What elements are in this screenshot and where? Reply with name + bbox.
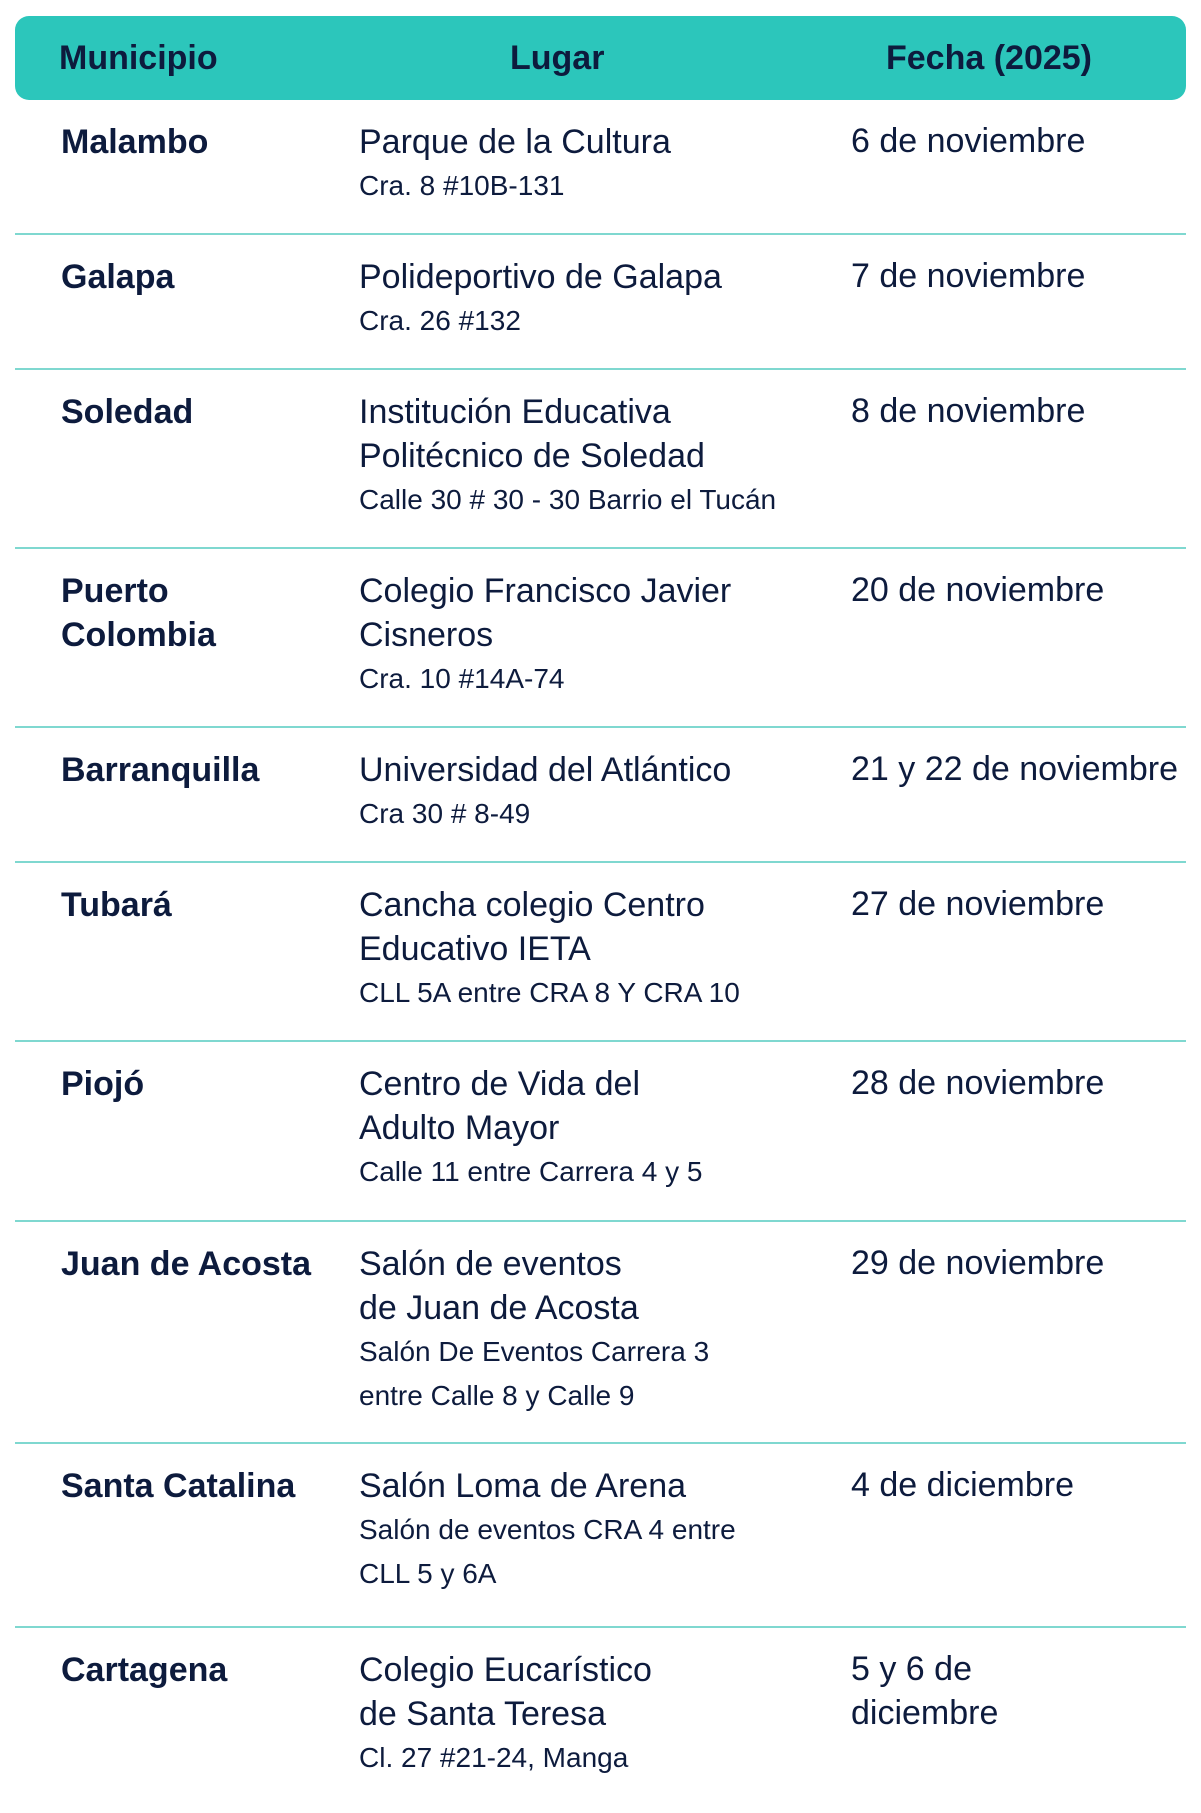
table-row bbox=[15, 1042, 1186, 1222]
place-address: Cl. 27 #21-24, Manga bbox=[359, 1742, 629, 1773]
place-address: Cra 30 # 8-49 bbox=[359, 798, 531, 829]
table-row bbox=[15, 370, 1186, 549]
table-row bbox=[15, 235, 1186, 370]
municipio-cell: Puerto Colombia bbox=[61, 572, 216, 654]
schedule-table bbox=[15, 16, 1186, 1813]
table-row bbox=[15, 728, 1186, 863]
place-name: Centro de Vida del Adulto Mayor bbox=[359, 1065, 641, 1147]
fecha-cell: 4 de diciembre bbox=[851, 1466, 1075, 1504]
place-address: Salón De Eventos Carrera 3 entre Calle 8 y Calle 9 bbox=[359, 1336, 710, 1411]
lugar-cell bbox=[359, 1648, 819, 1780]
lugar-cell bbox=[359, 748, 819, 836]
place-address: Cra. 8 #10B-131 bbox=[359, 170, 565, 201]
table-row bbox=[15, 863, 1186, 1042]
place-name: Colegio Francisco Javier Cisneros bbox=[359, 572, 732, 654]
municipio-cell: Santa Catalina bbox=[61, 1467, 296, 1505]
fecha-cell: 6 de noviembre bbox=[851, 122, 1086, 160]
municipio-cell: Cartagena bbox=[61, 1651, 228, 1689]
place-address: Salón de eventos CRA 4 entre CLL 5 y 6A bbox=[359, 1514, 736, 1589]
municipio-cell: Tubará bbox=[61, 886, 172, 924]
header-municipio: Municipio bbox=[59, 39, 218, 77]
place-name: Colegio Eucarístico de Santa Teresa bbox=[359, 1651, 652, 1733]
place-address: Cra. 26 #132 bbox=[359, 305, 521, 336]
place-address: Cra. 10 #14A-74 bbox=[359, 663, 565, 694]
municipio-cell: Malambo bbox=[61, 123, 209, 161]
lugar-cell bbox=[359, 569, 819, 701]
table-row bbox=[15, 100, 1186, 235]
fecha-cell: 5 y 6 de diciembre bbox=[851, 1650, 999, 1732]
fecha-cell: 20 de noviembre bbox=[851, 571, 1105, 609]
table-row bbox=[15, 549, 1186, 728]
lugar-cell bbox=[359, 390, 819, 522]
lugar-cell bbox=[359, 255, 819, 343]
header-lugar: Lugar bbox=[510, 39, 605, 77]
place-address: CLL 5A entre CRA 8 Y CRA 10 bbox=[359, 977, 740, 1008]
municipio-cell: Galapa bbox=[61, 258, 175, 296]
place-address: Calle 30 # 30 - 30 Barrio el Tucán bbox=[359, 484, 777, 515]
fecha-cell: 27 de noviembre bbox=[851, 885, 1105, 923]
table-row bbox=[15, 1444, 1186, 1628]
lugar-cell bbox=[359, 1242, 819, 1418]
place-name: Polideportivo de Galapa bbox=[359, 258, 722, 296]
place-name: Institución Educativa Politécnico de Soledad bbox=[359, 393, 705, 475]
municipio-cell: Piojó bbox=[61, 1065, 145, 1103]
place-name: Cancha colegio Centro Educativo IETA bbox=[359, 886, 705, 968]
lugar-cell bbox=[359, 883, 819, 1015]
place-name: Salón de eventos de Juan de Acosta bbox=[359, 1245, 639, 1327]
fecha-cell: 8 de noviembre bbox=[851, 392, 1086, 430]
table-header bbox=[15, 16, 1186, 100]
fecha-cell: 29 de noviembre bbox=[851, 1244, 1105, 1282]
table-row bbox=[15, 1222, 1186, 1444]
municipio-cell: Barranquilla bbox=[61, 751, 260, 789]
municipio-cell: Juan de Acosta bbox=[61, 1245, 312, 1283]
fecha-cell: 28 de noviembre bbox=[851, 1064, 1105, 1102]
place-address: Calle 11 entre Carrera 4 y 5 bbox=[359, 1156, 703, 1187]
municipio-cell: Soledad bbox=[61, 393, 194, 431]
place-name: Universidad del Atlántico bbox=[359, 751, 732, 789]
place-name: Salón Loma de Arena bbox=[359, 1467, 687, 1505]
lugar-cell bbox=[359, 1062, 819, 1194]
lugar-cell bbox=[359, 1464, 819, 1596]
place-name: Parque de la Cultura bbox=[359, 123, 671, 161]
table-row bbox=[15, 1628, 1186, 1813]
fecha-cell: 21 y 22 de noviembre bbox=[851, 750, 1178, 788]
lugar-cell bbox=[359, 120, 819, 208]
fecha-cell: 7 de noviembre bbox=[851, 257, 1086, 295]
header-fecha: Fecha (2025) bbox=[886, 39, 1092, 77]
